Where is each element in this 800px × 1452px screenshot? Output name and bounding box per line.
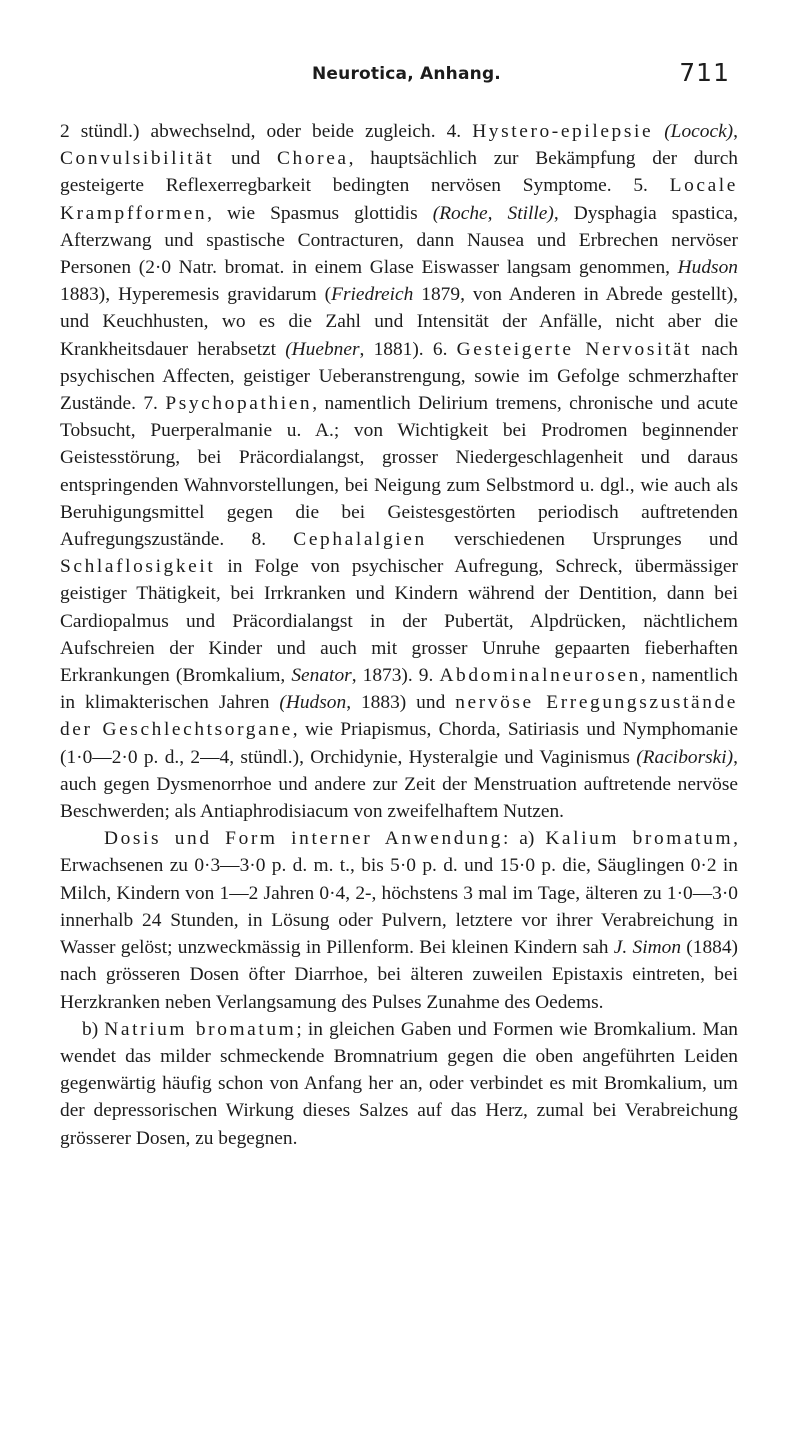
italic-text: Senator: [291, 665, 352, 687]
text-run: , 1873). 9.: [351, 665, 440, 687]
text-run: 1879, von Anderen in Abrede gestellt), und Keuchhusten, wo es die Zahl und Intensität der Anfälle, nicht aber die Krankheitsdauer herabsetzt: [60, 284, 738, 360]
italic-text: Friedreich: [331, 284, 414, 306]
spaced-term: Natrium bromatum: [104, 1018, 297, 1040]
spaced-term: Hystero-epilepsie: [472, 121, 654, 142]
italic-text: (Locock): [664, 121, 734, 142]
text-run: b): [82, 1018, 105, 1040]
text-run: , 1881). 6.: [359, 338, 457, 360]
spaced-term: Psychopathien: [165, 393, 313, 415]
text-run: 2 stündl.) abwechselnd, oder beide zugleich. 4.: [60, 121, 473, 142]
spaced-term: Locale Krampfformen: [60, 175, 738, 224]
text-run: , 1883) und: [346, 692, 456, 714]
text-run: ; in gleichen Gaben und Formen wie Bromkalium. Man wendet das milder schmeckende Bromnatrium gegen die oben angeführten Leiden gegenwärtig häufig schon von Anfang her an, oder verbindet es mit Bromkalium, um der depressorischen Wirkung dieses Salzes auf das Herz, zumal bei Verabreichung grösserer Dosen, zu begegnen.: [60, 1018, 738, 1149]
paragraph: [60, 118, 738, 825]
spaced-term: Convulsibilität: [60, 148, 215, 170]
spaced-term: Kalium bromatum: [545, 828, 734, 850]
page-number: 711: [679, 58, 730, 87]
spaced-term: Chorea: [277, 148, 349, 170]
spaced-term: Gesteigerte Nervosität: [456, 338, 693, 360]
text-run: , namentlich Delirium tremens, chronische und acute Tobsucht, Puerperalmanie u. A.; von Wichtigkeit bei Prodromen beginnender Geistesstörung, bei Präcordialangst, grosser Niedergeschlagenheit und daraus entspringenden Wahnvorstellungen, bei Neigung zum Selbstmord u. dgl., wie auch als Beruhigungsmittel gegen die bei Geistesgestörten periodisch auftretenden Aufregungszustände. 8.: [60, 393, 738, 551]
text-run: verschiedenen Ursprunges und: [426, 529, 738, 551]
text-run: [653, 121, 664, 142]
page-header: [60, 58, 730, 98]
italic-text: (Raciborski): [636, 746, 734, 768]
body-text: [60, 118, 738, 1152]
text-run: in Folge von psychischer Aufregung, Schreck, übermässiger geistiger Thätigkeit, bei Irrkranken und Kindern während der Dentition, dann bei Cardiopalmus und Präcordialangst in der Pubertät, Alpdrücken, nächtlichem Aufschreien der Kinder und auch mit grosser Unruhe gepaarten fieberhaften Erkrankungen (Bromkalium,: [60, 556, 738, 687]
spaced-term: Cephalalgien: [293, 529, 427, 551]
text-run: , Erwachsenen zu 0·3—3·0 p. d. m. t., bis 5·0 p. d. und 15·0 p. die, Säuglingen 0·2 in Milch, Kindern von 1—2 Jahren 0·4, 2-, höchstens 3 mal im Tage, älteren zu 1·0—3·0 innerhalb 24 Stunden, in Lösung oder Pulvern, letztere vor ihrer Verabreichung in Wasser gelöst; unzweckmässig in Pillenform. Bei kleinen Kindern sah: [60, 828, 738, 959]
text-run: , Dysphagia spastica, Afterzwang und spastische Contracturen, dann Nausea und Erbrechen nervöser Personen (2·0 Natr. bromat. in einem Glase Eiswasser langsam genommen,: [60, 202, 738, 279]
text-run: , hauptsächlich zur Bekämpfung der durch gesteigerte Reflexerregbarkeit bedingten nervösen Symptome. 5.: [60, 148, 739, 197]
paragraph: [60, 825, 738, 1015]
paragraph: [60, 1016, 738, 1152]
text-run: , auch gegen Dysmenorrhoe und andere zur Zeit der Menstruation auftretende nervöse Beschwerden; als Antiaphrodisiacum von zweifelhaftem Nutzen.: [60, 746, 738, 823]
text-run: und: [214, 148, 278, 170]
spaced-term: Schlaflosigkeit: [60, 556, 216, 578]
text-run: nach psychischen Affecten, geistiger Ueberanstrengung, sowie im Gefolge schmerzhafter Zustände. 7.: [60, 338, 738, 415]
text-run: 1883), Hyperemesis gravidarum (: [60, 284, 332, 306]
text-run: (1884) nach grösseren Dosen öfter Diarrhoe, bei älteren zuweilen Epistaxis eintreten, bei Herzkranken neben Verlangsamung des Pulses Zunahme des Oedems.: [60, 937, 738, 1013]
text-run: , wie Priapismus, Chorda, Satiriasis und Nymphomanie (1·0—2·0 p. d., 2—4, stündl.), Orchidynie, Hysteralgie und Vaginismus: [60, 719, 738, 768]
italic-text: (Roche, Stille): [432, 202, 554, 224]
italic-text: J. Simon: [613, 937, 682, 959]
text-run: ,: [733, 121, 738, 142]
text-run: : a): [502, 828, 546, 850]
text-run: , namentlich in klimakterischen Jahren: [60, 665, 738, 714]
running-head: Neurotica, Anhang.: [312, 64, 501, 84]
text-run: , wie Spasmus glottidis: [207, 202, 433, 224]
spaced-term: Abdominalneurosen: [439, 665, 641, 687]
italic-text: (Hudson: [279, 692, 347, 714]
italic-text: (Huebner: [285, 338, 360, 360]
italic-text: Hudson: [677, 257, 738, 279]
spaced-term: nervöse Erregungszustände der Geschlechtsorgane: [60, 692, 739, 741]
spaced-term: Dosis und Form interner Anwendung: [104, 828, 503, 850]
